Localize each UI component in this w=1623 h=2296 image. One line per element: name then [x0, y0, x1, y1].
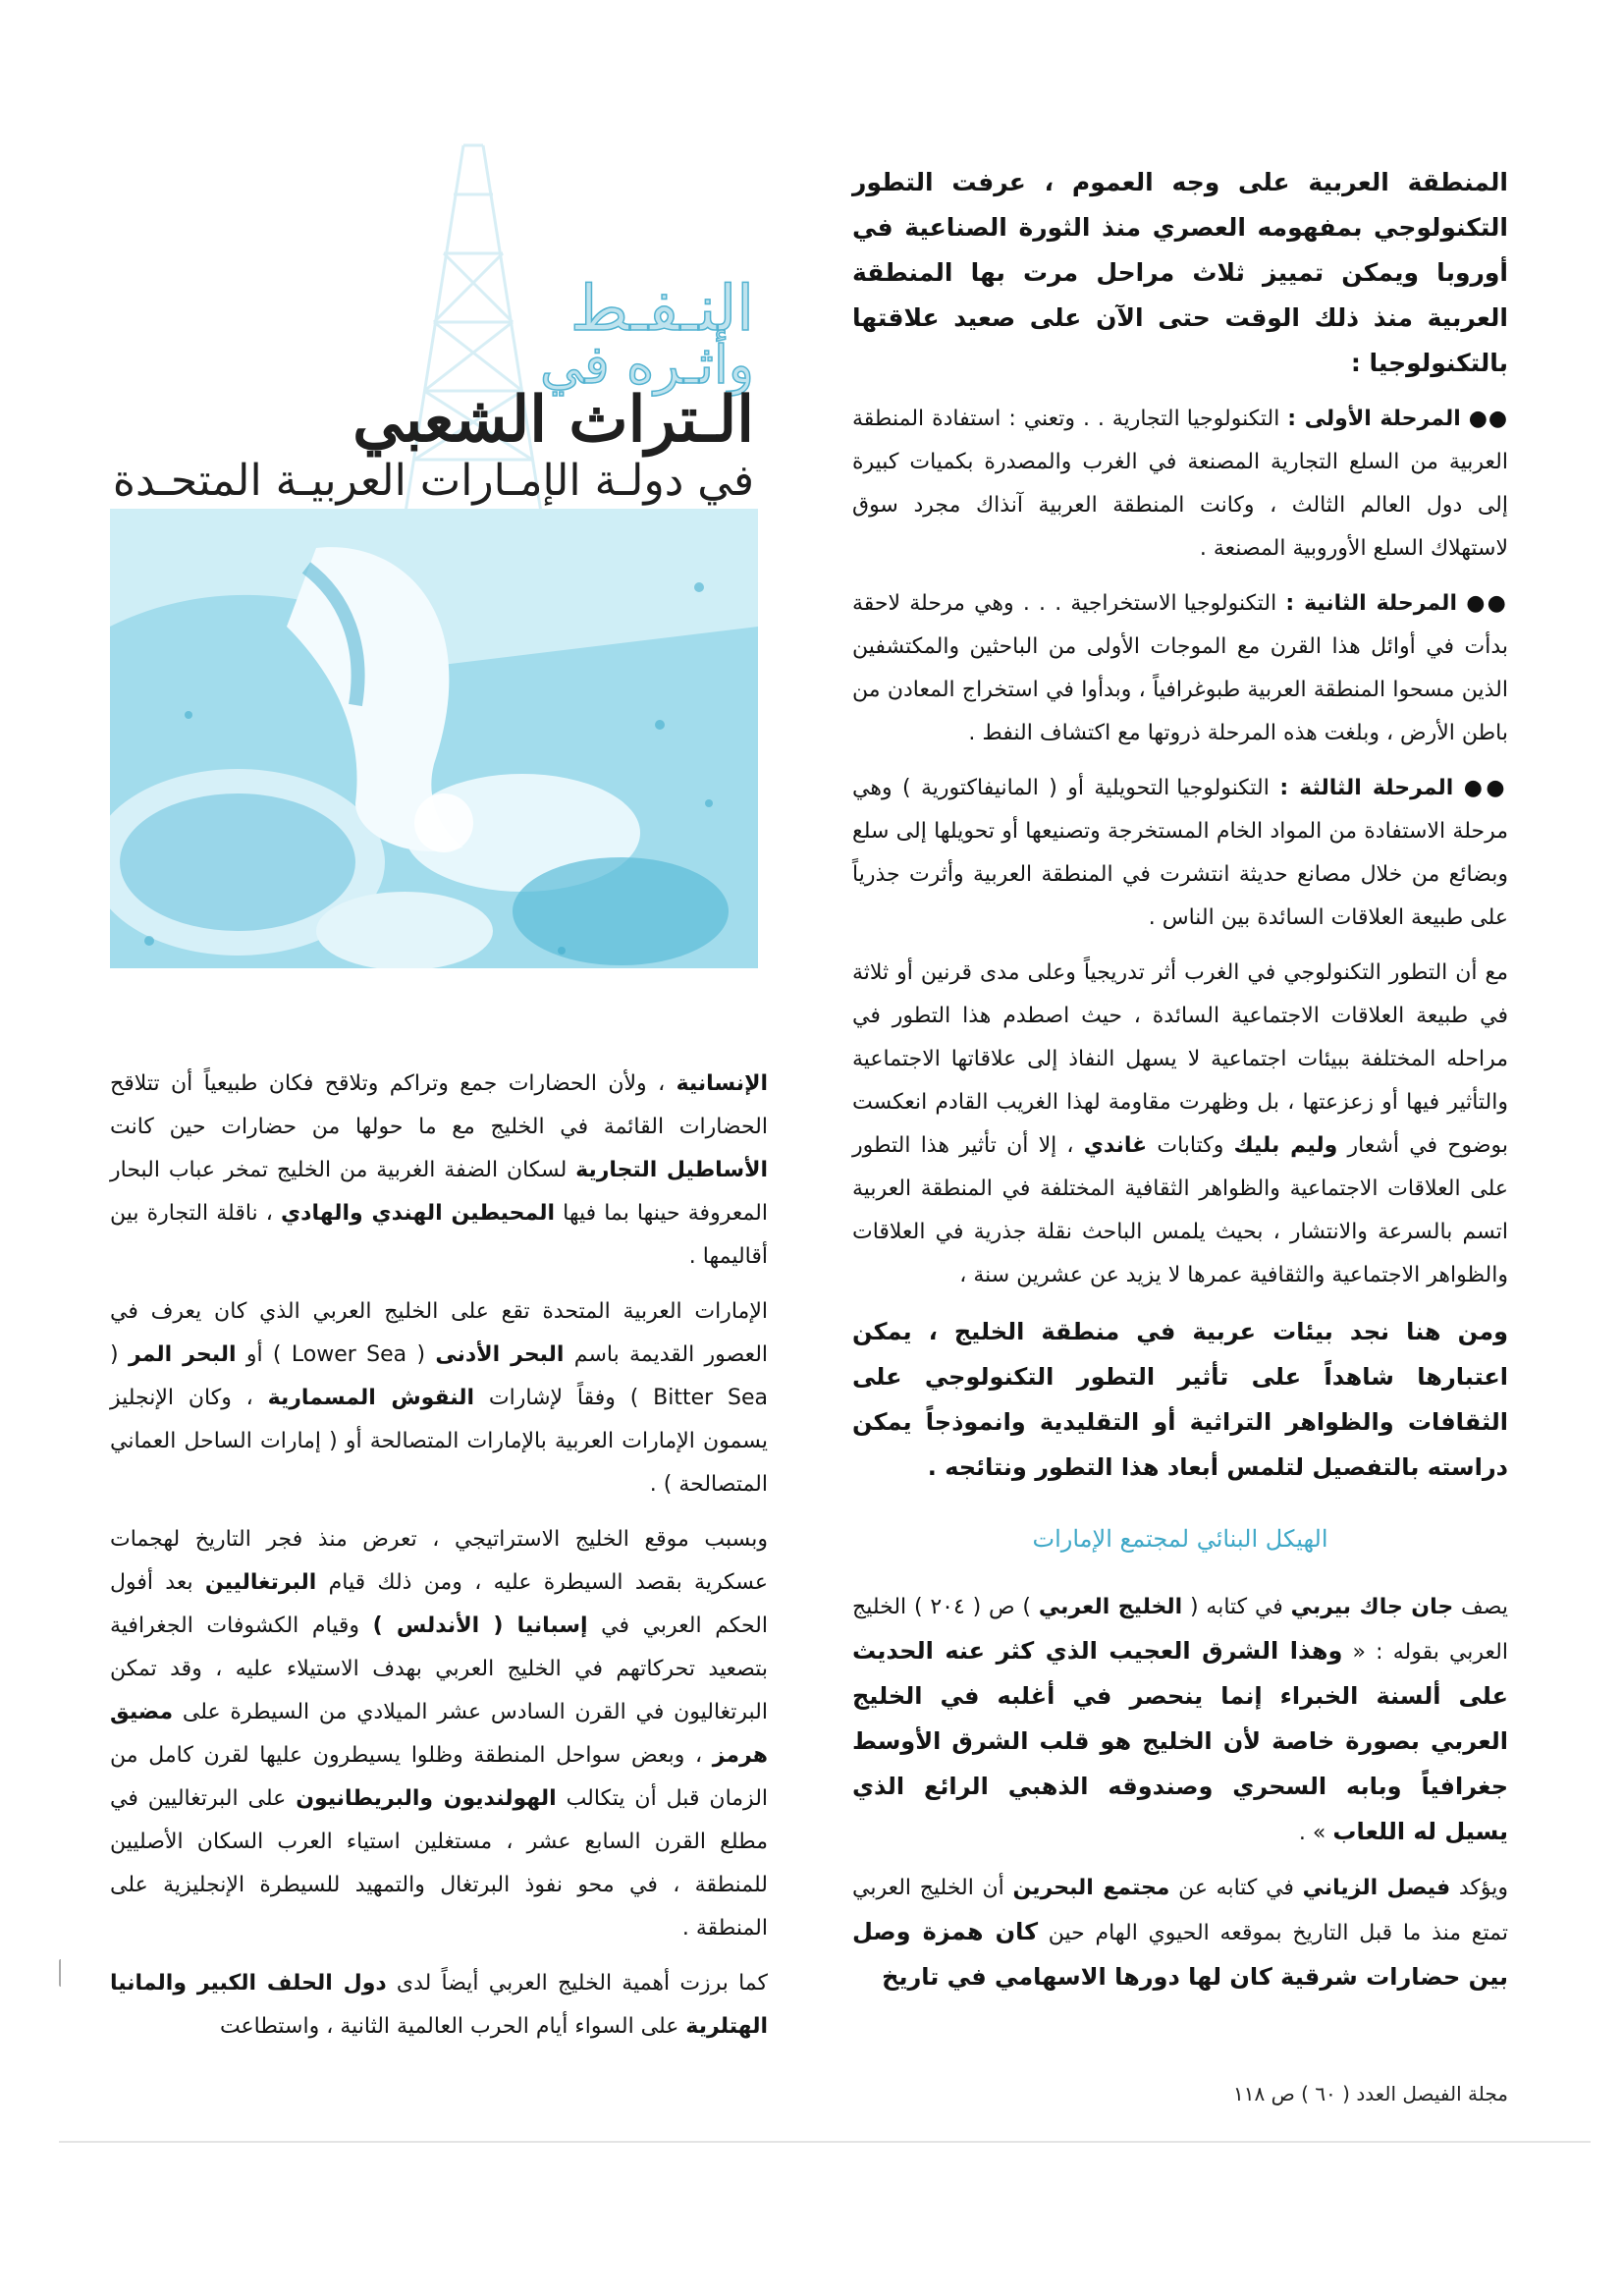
uae-text-4: ، وكان الإنجليز يسمون الإمارات العربية بالإمارات المتصالحة أو ( إمارات الساحل العماني المتصالحة ) . [110, 1386, 768, 1497]
hero-photo-cyan [110, 509, 758, 968]
footer-divider [59, 2141, 1591, 2143]
stage-three-text: التكنولوجيا التحويلية أو ( المانيفاكتورية ) وهي مرحلة الاستفادة من المواد الخام المستخرجة وتصنيعها أو تحويلها إلى سلع وبضائع من خلال مصانع حديثة انتشرت في المنطقة العربية وأثرت جذرياً على طبيعة العلاقات السائدة بين الناس . [852, 776, 1508, 930]
conclusion-paragraph: ومن هنا نجد بيئات عربية في منطقة الخليج ، يمكن اعتبارها شاهداً على تأثير التطور التكنولوجي على الثقافات والظواهر التراثية أو التقليدية وانموذجاً يمكن دراسته بالتفصيل لتلمس أبعاد هذا التطور ونتائجه . [852, 1318, 1508, 1481]
influence-text-1: مع أن التطور التكنولوجي في الغرب أثر تدريجياً وعلى مدى قرنين أو ثلاثة في طبيعة العلاقات الاجتماعية السائدة ، حيث اصطدم هذا التطور في مراحله المختلفة ببيئات اجتماعية لا يسهل النفاذ إلى علاقاتها الاجتماعية والتأثير فيها أو زعزعتها ، بل وظهرت مقاومة لهذا الغريب القادم انعكست بوضوح في أشعار [852, 960, 1508, 1158]
lower-sea-term: البحر الأدنى [435, 1342, 565, 1367]
hero-title-heritage: الـتراث الشعبي [352, 383, 754, 457]
jean-text-1: يصف [1453, 1595, 1508, 1619]
influence-text-3: ، إلا أن تأثير هذا التطور على العلاقات الاجتماعية والظواهر الثقافية المختلفة في المنطقة العربية اتسم بالسرعة والانتشار ، بحيث يلمس الباحث نقلة جذرية في العلاقات والظواهر الاجتماعية والثقافية عمرها لا يزيد عن عشرين سنة ، [852, 1133, 1508, 1287]
double-dot-bullet-icon: ●● [1463, 776, 1508, 800]
double-dot-bullet-icon: ●● [1466, 591, 1508, 616]
influence-paragraph [852, 952, 1508, 1297]
humanity-term: الإنسانية [676, 1071, 768, 1096]
humanity-text-2: لسكان الضفة الغربية من الخليج تمخر عباب البحار المعروفة حينها بما فيها [110, 1158, 768, 1226]
influence-text-2: وكتابات [1147, 1133, 1234, 1158]
humanity-text-3: ، ناقلة التجارة بين أقاليمها . [110, 1201, 768, 1269]
strategic-text-5: على البرتغاليين في مطلع القرن السابع عشر ، مستغلين استياء العرب السكان الأصليين للمنطقة ، في محو نفوذ البرتغال والتمهيد للسيطرة الإنجليزية على المنطقة . [110, 1786, 768, 1941]
stage-three-paragraph [852, 767, 1508, 940]
alliance-term: دول الحلف الكبير والمانيا الهتلرية [110, 1971, 768, 2039]
author-jean: جان جاك بيربي [1290, 1595, 1454, 1619]
strategic-text-2: بعد أفول الحكم العربي في [110, 1570, 768, 1638]
stage-one-title: المرحلة الأولى : [1287, 407, 1461, 431]
uae-text-3: ( Bitter Sea ) وفقاً لإشارات [110, 1342, 768, 1410]
uae-location-paragraph [110, 1290, 768, 1506]
jean-quote: وهذا الشرق العجيب الذي كثر عنه الحديث على ألسنة الخبراء إنما ينحصر في أغلبه في الخليج العربي بصورة خاصة لأن الخليج هو قلب الشرق الأوسط جغرافياً وبابه السحري وصندوقه الذهبي الرائع الذي يسيل له اللعاب [852, 1637, 1508, 1845]
stage-one-paragraph [852, 398, 1508, 571]
jean-text-4: » . [1298, 1821, 1333, 1845]
stage-one-text: التكنولوجيا التجارية . . وتعني : استفادة المنطقة العربية من السلع التجارية المصنعة في الغرب والمصدرة بكميات كبيرة إلى دول العالم الثالث ، وكانت المنطقة العربية آنذاك مجرد سوق لاستهلاك السلع الأوروبية المصنعة . [852, 407, 1508, 561]
zayani-text-1: ويؤكد [1450, 1876, 1508, 1900]
page-footer: مجلة الفيصل العدد ( ٦٠ ) ص ١١٨ [1233, 2082, 1508, 2105]
intro-paragraph: المنطقة العربية على وجه العموم ، عرفت التطور التكنولوجي بمفهومه العصري منذ الثورة الصناعية في أوروبا ويمكن تمييز ثلاث مراحل مرت بها المنطقة العربية منذ ذلك الوقت حتى الآن على صعيد علاقتها بالتكنولوجيا : [852, 168, 1508, 377]
hero-subtitle-uae: في دولـة الإمـارات العربيـة المتحـدة [112, 456, 754, 506]
stage-two-paragraph [852, 582, 1508, 755]
trade-fleets-term: الأساطيل التجارية [575, 1158, 769, 1182]
right-column [852, 160, 1508, 2012]
stage-two-title: المرحلة الثانية : [1285, 591, 1457, 616]
strategic-text-1: وبسبب موقع الخليج الاستراتيجي ، تعرض منذ فجر التاريخ لهجمات عسكرية بقصد السيطرة عليه ، ومن ذلك قيام [110, 1527, 768, 1595]
portuguese-term: البرتغاليين [204, 1570, 317, 1595]
uae-text-2: ( Lower Sea ) أو [236, 1342, 436, 1367]
section-heading: الهيكل البنائي لمجتمع الإمارات [1032, 1525, 1328, 1553]
book-title-gulf: الخليج العربي [1038, 1595, 1183, 1619]
hero-title-oil: النـفـط [569, 273, 754, 346]
ww2-text-2: على السواء أيام الحرب العالمية الثانية ، واستطاعت [219, 2014, 686, 2039]
stage-three-title: المرحلة الثالثة : [1279, 776, 1454, 800]
stage-two-text: التكنولوجيا الاستخراجية . . . وهي مرحلة لاحقة بدأت في أوائل هذا القرن مع الموجات الأولى من الباحثين والمكتشفين الذين مسحوا المنطقة العربية طبوغرافياً ، وبدأوا في استخراج المعادن من باطن الأرض ، وبلغت هذه المرحلة ذروتها مع اكتشاف النفط . [852, 591, 1508, 745]
cuneiform-term: النقوش المسمارية [267, 1386, 475, 1410]
dutch-british-term: الهولنديون والبريطانيون [296, 1786, 557, 1811]
oceans-term: المحيطين الهندي والهادي [281, 1201, 556, 1226]
author-zayani: فيصل الزياني [1302, 1876, 1451, 1900]
article-hero [110, 126, 778, 850]
strategic-location-paragraph [110, 1518, 768, 1950]
writer-gandhi: غاندي [1083, 1133, 1148, 1158]
zayani-bold-text: كان همزة وصل بين حضارات شرقية كان لها دورها الاسهامي في تاريخ [852, 1918, 1508, 1991]
ww2-text-1: كما برزت أهمية الخليج العربي أيضاً لدى [386, 1971, 768, 1995]
strategic-text-3: وقيام الكشوفات الجغرافية بتصعيد تحركاتهم في الخليج العربي بهدف الاستيلاء عليه ، وقد تمكن البرتغاليون في القرن السادس عشر الميلادي من السيطرة على [110, 1613, 768, 1724]
left-column [110, 1063, 768, 2060]
zayani-paragraph [852, 1867, 1508, 2000]
uae-text-1: الإمارات العربية المتحدة تقع على الخليج العربي الذي كان يعرف في العصور القديمة باسم [110, 1299, 769, 1367]
hero-title-impact: وأثـره في [539, 334, 754, 396]
jean-text-3: ) ص ( ٢٠٤ ) الخليج العربي بقوله : « [852, 1595, 1508, 1665]
jean-text-2: في كتابه ( [1182, 1595, 1291, 1619]
humanity-text-1: ، ولأن الحضارات جمع وتراكم وتلاقح فكان طبيعياً أن تتلاقح الحضارات القائمة في الخليج مع ما حولها من حضارات حين كانت [110, 1071, 768, 1139]
book-title-bahrain: مجتمع البحرين [1012, 1876, 1170, 1900]
zayani-text-2: في كتابه عن [1169, 1876, 1303, 1900]
andalus-term: إسبانيا ( الأندلس ) [372, 1613, 588, 1638]
bitter-sea-term: البحر المر [128, 1342, 237, 1367]
hormuz-term: مضيق هرمز [110, 1700, 768, 1768]
jean-paragraph [852, 1586, 1508, 1855]
strategic-text-4: ، وبعض سواحل المنطقة وظلوا يسيطرون عليها لقرن كامل من الزمان قبل أن يتكالب [110, 1743, 769, 1811]
binding-edge-mark [59, 1959, 65, 1987]
humanity-paragraph [110, 1063, 768, 1279]
zayani-text-3: أن الخليج العربي تمتع منذ ما قبل التاريخ بموقعه الحيوي الهام حين [852, 1876, 1508, 1945]
ww2-paragraph [110, 1962, 768, 2049]
double-dot-bullet-icon: ●● [1468, 407, 1508, 431]
poet-blake: وليم بليك [1233, 1133, 1338, 1158]
